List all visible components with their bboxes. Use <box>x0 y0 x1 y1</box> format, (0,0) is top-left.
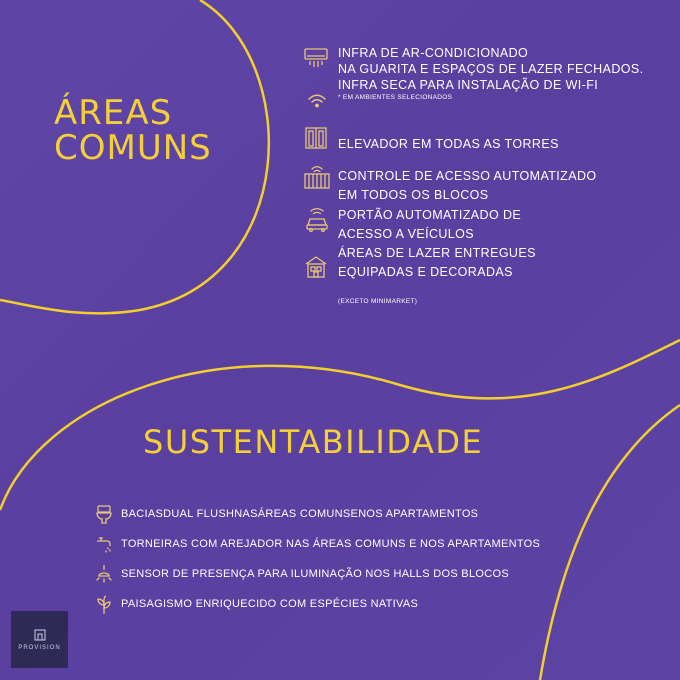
sustentabilidade-title: SUSTENTABILIDADE <box>143 423 484 461</box>
areas-comuns-title <box>54 93 212 168</box>
leisure-footnote: (EXCETO MINIMARKET) <box>338 298 418 305</box>
leisure-building-icon <box>304 255 328 279</box>
plant-icon <box>95 595 113 620</box>
faucet-icon <box>95 535 113 560</box>
wifi-icon <box>307 94 327 108</box>
elevator-icon <box>305 127 327 149</box>
feature-access-control: CONTROLE DE ACESSO AUTOMATIZADO EM TODOS OS BLOCOS <box>338 169 597 202</box>
provision-logo <box>11 611 68 668</box>
feature-leisure-areas: ÁREAS DE LAZER ENTREGUES EQUIPADAS E DECORADAS <box>338 246 536 279</box>
feature-vehicle-gate: PORTÃO AUTOMATIZADO DE ACESSO A VEÍCULOS <box>338 208 522 241</box>
feature-elevator: ELEVADOR EM TODAS AS TORRES <box>338 137 559 151</box>
logo-mark-icon <box>33 628 47 642</box>
toilet-icon <box>95 505 113 530</box>
feature-air-conditioning: INFRA DE AR-CONDICIONADO NA GUARITA E ESPAÇOS DE LAZER FECHADOS. <box>338 46 644 76</box>
feature-wifi: INFRA SECA PARA INSTALAÇÃO DE WI-FI <box>338 78 599 92</box>
areas-title-line1: ÁREAS <box>54 93 173 133</box>
wifi-note: * EM AMBIENTES SELECIONADOS <box>338 94 453 101</box>
car-gate-icon <box>305 207 329 233</box>
air-conditioner-icon <box>304 47 328 69</box>
areas-title-line2: COMUNS <box>54 128 212 168</box>
access-gate-icon <box>304 164 330 190</box>
motion-sensor-lamp-icon <box>95 565 113 590</box>
logo-text: PROVISION <box>18 645 61 651</box>
